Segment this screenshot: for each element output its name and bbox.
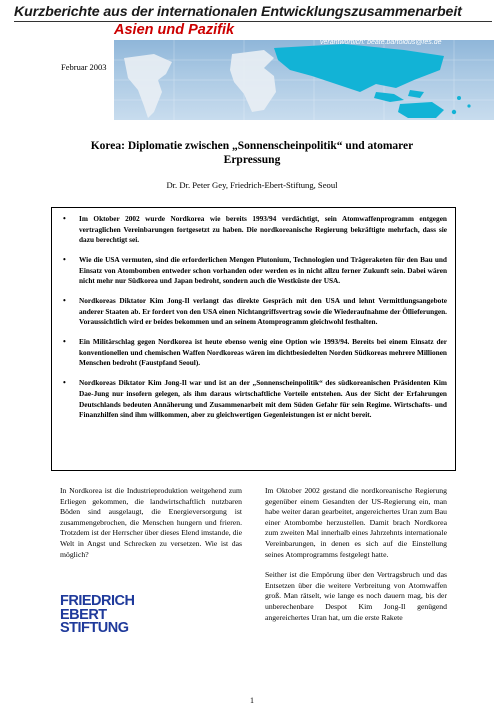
series-title: Kurzberichte aus der internationalen Entwicklungszusammenarbeit: [14, 4, 462, 20]
summary-bullet: [60, 378, 447, 420]
article-author: Dr. Dr. Peter Gey, Friedrich-Ebert-Stiftung, Seoul: [166, 180, 338, 190]
contact-email[interactable]: verantwortlich: beate.bartoldus@fes.de: [320, 39, 442, 46]
body-paragraph: In Nordkorea ist die Industrieproduktion weitgehend zum Erliegen gekommen, die landwirtschaftlich nutzbaren Böden sind ausgelaugt, die Energieversorgung ist zusammengebrochen, die Menschen hungern und frieren. Trotzdem ist der Herrscher über dieses Elend imstande, die Welt in Angst und Schrecken zu versetzen. Wie ist das möglich?: [60, 486, 242, 559]
bullet-icon: •: [63, 255, 66, 265]
summary-box: [51, 207, 456, 471]
summary-bullet-text: Nordkoreas Diktator Kim Jong-Il verlangt das direkte Gespräch mit den USA und lehnt Vermittlungsangebote anderer Staaten ab. Er fordert von den USA einen Nichtangriffsvertrag sowie die Wiederaufnahme der Öllieferungen. Voraussichtlich wird er beides bekommen und an seinem Atomprogramm gleichwohl festhalten.: [79, 296, 447, 327]
article-title-line2: Erpressung: [223, 154, 281, 166]
region-title: Asien und Pazifik: [114, 22, 235, 38]
summary-bullet: [60, 337, 447, 369]
summary-bullet: [60, 214, 447, 246]
publication-date: Februar 2003: [61, 62, 107, 72]
article-title: [40, 139, 464, 167]
summary-bullet-text: Im Oktober 2002 wurde Nordkorea wie bereits 1993/94 verdächtigt, sein Atomwaffenprogramm entgegen vertraglichen Vereinbarungen fortgesetzt zu haben. Die nordkoreanische Regierung bekräftigte mehrfach, dass sie dazu berechtigt sei.: [79, 214, 447, 245]
summary-bullet-text: Nordkoreas Diktator Kim Jong-Il war und ist an der „Sonnenscheinpolitik“ des südkoreanischen Präsidenten Kim Dae-Jung nur insofern gelegen, als ihm daraus wirtschaftliche Vorteile entstehen. Aus der Sicht der Erfahrungen Deutschlands bedeuten Annäherung und Zusammenarbeit mit dem Süden Gefahr für sein Regime. Wirtschafts- und Finanzhilfen sind ihm willkommen, aber zu gleichwertigen Gegenleistungen ist er nicht bereit.: [79, 378, 447, 420]
header-rule: [14, 21, 492, 22]
bullet-icon: •: [63, 337, 66, 347]
world-map-graphic: [114, 40, 494, 120]
logo-line: FRIEDRICH: [60, 593, 135, 609]
body-paragraph: Im Oktober 2002 gestand die nordkoreanische Regierung gegenüber einem Gesandten der US-Regierung ein, man habe weiter daran gearbeitet, angereichertes Uran zum Bau einer Atombombe herzustellen. Damit brach Nordkorea zum zweiten Mal innerhalb eines Jahrzehnts internationale Vereinbarungen, in denen es sich auf die Einstellung seines Atomprogramms festgelegt hatte.: [265, 486, 447, 559]
bullet-icon: •: [63, 378, 66, 388]
summary-list: [52, 208, 455, 421]
logo-line: EBERT: [60, 606, 107, 623]
summary-bullet-text: Ein Militärschlag gegen Nordkorea ist heute ebenso wenig eine Option wie 1993/94. Bereits bei einem Einsatz der konventionellen und chemischen Waffen Nordkoreas wären im dichtbesiedelten Norden Südkoreas mehrere Millionen Menschen bedroht (Faustpfand Seoul).: [79, 337, 447, 368]
article-title-line1: Korea: Diplomatie zwischen „Sonnenscheinpolitik“ und atomarer: [90, 140, 414, 152]
body-column-right: [265, 486, 447, 633]
summary-bullet: [60, 255, 447, 287]
fes-logo: [60, 595, 140, 636]
body-paragraph: Seither ist die Empörung über den Vertragsbruch und das Entsetzen über die weitere Verbreitung von Atomwaffen groß. Man rätselt, wie lange es noch dauern mag, bis der unberechenbare Despot Kim Jong-Il genügend angereichertes Uran hat, um die erste Rakete: [265, 570, 447, 622]
bullet-icon: •: [63, 296, 66, 306]
summary-bullet-text: Wie die USA vermuten, sind die erforderlichen Mengen Plutonium, Technologien und Trägeraketen für den Bau und Einsatz von Atombomben entweder schon vorhanden oder werden es in nicht allzu ferner Zukunft sein. Dabei wären nicht mehr nur Südkorea und Japan bedroht, sondern auch die Westküste der USA.: [79, 255, 447, 286]
page-number: 1: [250, 696, 254, 705]
bullet-icon: •: [63, 214, 66, 223]
world-map-banner: [114, 40, 494, 120]
body-column-left: [60, 486, 242, 570]
summary-bullet: [60, 296, 447, 328]
logo-line: STIFTUNG: [60, 620, 129, 636]
